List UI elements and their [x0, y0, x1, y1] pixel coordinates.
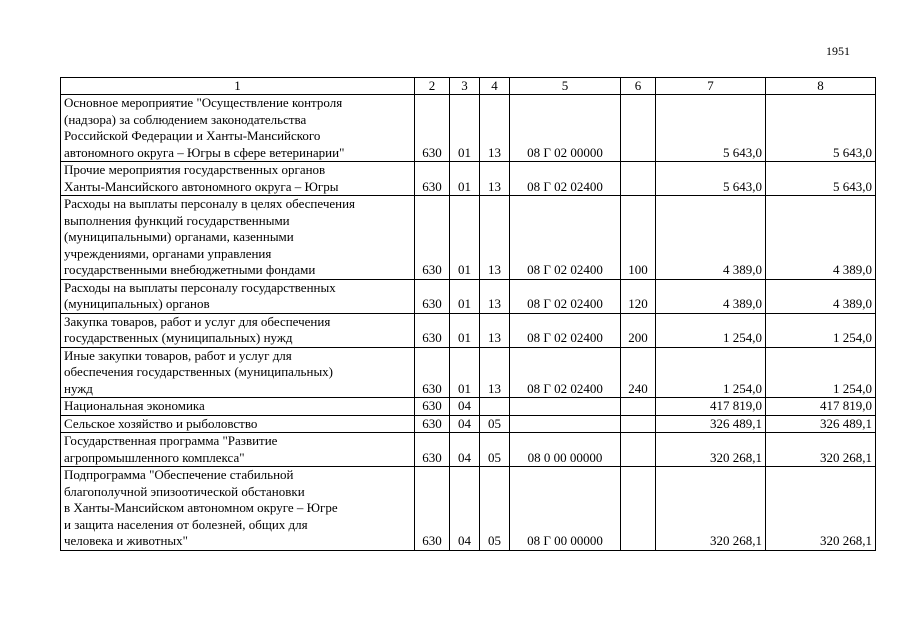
row-code-cell: 630: [415, 467, 450, 551]
row-name-cell: [61, 398, 415, 416]
row-expense-type-cell: 120: [621, 279, 656, 313]
row-section-cell: 01: [450, 196, 480, 280]
row-target-article-cell: [510, 398, 621, 416]
table-row: [61, 196, 876, 280]
row-subsection-cell: 13: [480, 279, 510, 313]
row-code-cell: 630: [415, 415, 450, 433]
row-subsection-cell: 13: [480, 162, 510, 196]
table-row: [61, 415, 876, 433]
row-target-article-cell: 08 0 00 00000: [510, 433, 621, 467]
row-section-cell: 04: [450, 433, 480, 467]
row-target-article-cell: 08 Г 02 02400: [510, 162, 621, 196]
row-name-line: Сельское хозяйство и рыболовство: [64, 415, 258, 431]
header-cell: 8: [766, 78, 876, 95]
row-name-line: Национальная экономика: [64, 398, 205, 413]
row-name-line: Закупка товаров, работ и услуг для обеспечения: [64, 313, 331, 329]
table-row: [61, 162, 876, 196]
row-name-line: государственными внебюджетными фондами: [64, 262, 316, 277]
table-row: [61, 398, 876, 416]
row-amount-cell: 4 389,0: [656, 279, 766, 313]
row-section-cell: 01: [450, 313, 480, 347]
table-body: [61, 78, 876, 551]
row-code-cell: 630: [415, 196, 450, 280]
row-target-article-cell: 08 Г 00 00000: [510, 467, 621, 551]
table-row: [61, 433, 876, 467]
row-code-cell: 630: [415, 95, 450, 162]
table-row: [61, 347, 876, 398]
row-subsection-cell: 05: [480, 415, 510, 433]
row-target-article-cell: 08 Г 02 02400: [510, 196, 621, 280]
row-expense-type-cell: 200: [621, 313, 656, 347]
row-name-line: автономного округа – Югры в сфере ветеринарии": [64, 144, 345, 160]
row-name-line: благополучной эпизоотической обстановки: [64, 483, 305, 499]
row-name-line: (муниципальными) органами, казенными: [64, 229, 294, 244]
row-code-cell: 630: [415, 433, 450, 467]
header-cell: 2: [415, 78, 450, 95]
row-name-line: Прочие мероприятия государственных органов: [64, 162, 326, 177]
row-target-article-cell: 08 Г 02 02400: [510, 279, 621, 313]
row-name-line: выполнения функций государственными: [64, 212, 290, 228]
row-target-article-cell: 08 Г 02 00000: [510, 95, 621, 162]
row-name-line: обеспечения государственных (муниципальных): [64, 364, 334, 379]
page-number: 1951: [826, 44, 850, 58]
row-name-line: Расходы на выплаты персоналу государственных: [64, 279, 336, 295]
row-name-line: Расходы на выплаты персоналу в целях обеспечения: [64, 196, 356, 211]
row-amount-cell: 4 389,0: [656, 196, 766, 280]
row-name-line: (надзора) за соблюдением законодательства: [64, 111, 307, 127]
row-subsection-cell: 13: [480, 95, 510, 162]
row-name-line: агропромышленного комплекса": [64, 449, 245, 465]
row-section-cell: 01: [450, 162, 480, 196]
row-section-cell: 01: [450, 95, 480, 162]
budget-table: [60, 77, 876, 551]
header-cell: 1: [61, 78, 415, 95]
row-amount-cell: 5 643,0: [766, 162, 876, 196]
row-amount-cell: 417 819,0: [656, 398, 766, 416]
row-section-cell: 04: [450, 398, 480, 416]
row-section-cell: 04: [450, 415, 480, 433]
table-row: [61, 279, 876, 313]
header-cell: 7: [656, 78, 766, 95]
row-name-line: в Ханты-Мансийском автономном округе – Югре: [64, 500, 338, 515]
row-amount-cell: 4 389,0: [766, 279, 876, 313]
row-name-line: нужд: [64, 380, 93, 396]
row-amount-cell: 320 268,1: [656, 467, 766, 551]
row-subsection-cell: 13: [480, 313, 510, 347]
row-section-cell: 01: [450, 347, 480, 398]
row-section-cell: 04: [450, 467, 480, 551]
row-name-line: учреждениями, органами управления: [64, 245, 272, 261]
row-amount-cell: 326 489,1: [656, 415, 766, 433]
table-row: [61, 313, 876, 347]
row-code-cell: 630: [415, 313, 450, 347]
row-name-cell: [61, 467, 415, 551]
row-amount-cell: 326 489,1: [766, 415, 876, 433]
row-amount-cell: 5 643,0: [656, 95, 766, 162]
row-amount-cell: 320 268,1: [656, 433, 766, 467]
header-cell: 4: [480, 78, 510, 95]
row-expense-type-cell: [621, 467, 656, 551]
row-name-cell: [61, 196, 415, 280]
row-subsection-cell: 13: [480, 347, 510, 398]
row-name-line: человека и животных": [64, 533, 188, 548]
row-name-line: Подпрограмма "Обеспечение стабильной: [64, 467, 294, 482]
row-code-cell: 630: [415, 162, 450, 196]
row-amount-cell: 4 389,0: [766, 196, 876, 280]
row-name-line: Иные закупки товаров, работ и услуг для: [64, 347, 292, 363]
row-amount-cell: 1 254,0: [766, 347, 876, 398]
row-name-line: государственных (муниципальных) нужд: [64, 330, 293, 345]
row-name-cell: [61, 279, 415, 313]
row-name-line: Основное мероприятие "Осуществление контроля: [64, 95, 343, 110]
row-name-line: и защита населения от болезней, общих для: [64, 516, 308, 532]
row-amount-cell: 320 268,1: [766, 467, 876, 551]
row-code-cell: 630: [415, 398, 450, 416]
row-expense-type-cell: [621, 398, 656, 416]
row-amount-cell: 1 254,0: [766, 313, 876, 347]
row-name-cell: [61, 95, 415, 162]
row-expense-type-cell: 100: [621, 196, 656, 280]
row-name-cell: [61, 347, 415, 398]
row-name-line: Ханты-Мансийского автономного округа – Югры: [64, 178, 339, 194]
row-amount-cell: 1 254,0: [656, 347, 766, 398]
row-name-cell: [61, 162, 415, 196]
row-amount-cell: 5 643,0: [656, 162, 766, 196]
row-amount-cell: 417 819,0: [766, 398, 876, 416]
row-subsection-cell: [480, 398, 510, 416]
row-target-article-cell: 08 Г 02 02400: [510, 347, 621, 398]
row-name-cell: [61, 433, 415, 467]
row-name-cell: [61, 313, 415, 347]
row-expense-type-cell: 240: [621, 347, 656, 398]
row-target-article-cell: [510, 415, 621, 433]
row-expense-type-cell: [621, 415, 656, 433]
row-name-cell: [61, 415, 415, 433]
row-expense-type-cell: [621, 433, 656, 467]
row-expense-type-cell: [621, 95, 656, 162]
row-subsection-cell: 13: [480, 196, 510, 280]
row-section-cell: 01: [450, 279, 480, 313]
header-cell: 3: [450, 78, 480, 95]
header-cell: 6: [621, 78, 656, 95]
row-name-line: (муниципальных) органов: [64, 296, 210, 311]
row-name-line: Государственная программа "Развитие: [64, 433, 278, 448]
row-amount-cell: 5 643,0: [766, 95, 876, 162]
row-subsection-cell: 05: [480, 433, 510, 467]
row-code-cell: 630: [415, 347, 450, 398]
header-cell: 5: [510, 78, 621, 95]
row-name-line: Российской Федерации и Ханты-Мансийского: [64, 128, 321, 143]
table-row: [61, 467, 876, 551]
row-expense-type-cell: [621, 162, 656, 196]
row-subsection-cell: 05: [480, 467, 510, 551]
table-row: [61, 95, 876, 162]
row-target-article-cell: 08 Г 02 02400: [510, 313, 621, 347]
row-code-cell: 630: [415, 279, 450, 313]
row-amount-cell: 320 268,1: [766, 433, 876, 467]
table-header-row: [61, 78, 876, 95]
row-amount-cell: 1 254,0: [656, 313, 766, 347]
